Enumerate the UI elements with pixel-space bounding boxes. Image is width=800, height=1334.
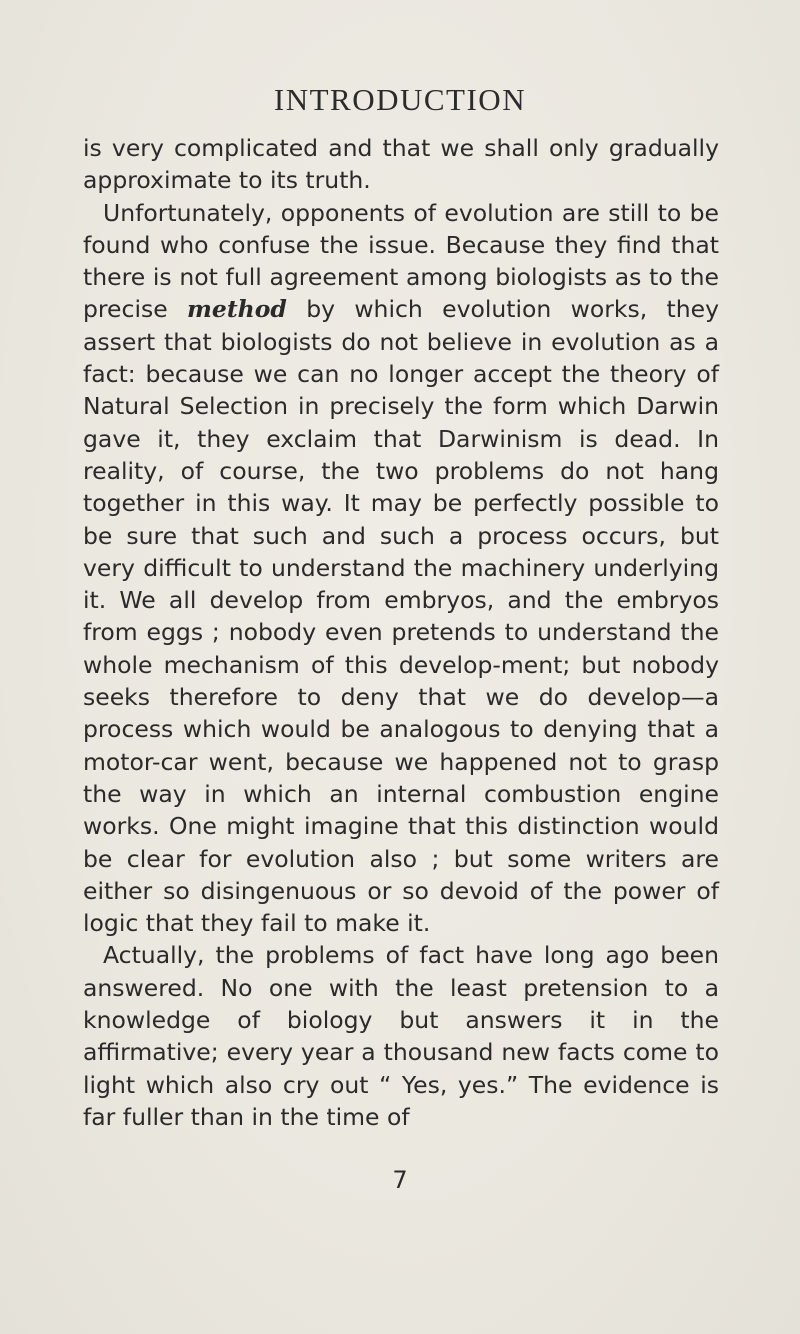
paragraph-continued: is very complicated and that we shall only gradually approximate to its truth. <box>83 134 719 195</box>
running-head: INTRODUCTION <box>273 82 527 117</box>
paragraph-opponents <box>83 197 719 940</box>
paragraph-actually: Actually, the problems of fact have long ago been answered. No one with the least pretension to a knowledge of biology but answers it in the affirmative; every year a thousand new facts come to light which also cry out “ Yes, yes.” The evidence is far fuller than in the time of <box>83 941 719 1131</box>
paragraph-opponents-start: Unfortunately, opponents of evolution are still to be found who confuse the issue. Because they find that there is not full agreement among biologists as to the precise <box>83 198 719 324</box>
body-text <box>83 132 719 1133</box>
emphasis-method: method <box>187 295 287 324</box>
paragraph-opponents-end: by which evolution works, they assert that biologists do not believe in evolution as a fact: because we can no longer accept the theory of Natural Selection in precisely the form which Darwin gave it, they exclaim that Darwinism is dead. In reality, of course, the two problems do not hang together in this way. It may be perfectly possible to be sure that such and such a process occurs, but very difficult to understand the machinery underlying it. We all develop from embryos, and the embryos from eggs ; nobody even pretends to understand the whole mechanism of this develop-ment; but nobody seeks therefore to deny that we do develop—a process which would be analogous to denying that a motor-car went, because we happened not to grasp the way in which an internal combustion engine works. One might imagine that this distinction would be clear for evolution also ; but some writers are either so disingenuous or so devoid of the power of logic that they fail to make it. <box>83 295 719 938</box>
page-number: 7 <box>392 1166 408 1194</box>
